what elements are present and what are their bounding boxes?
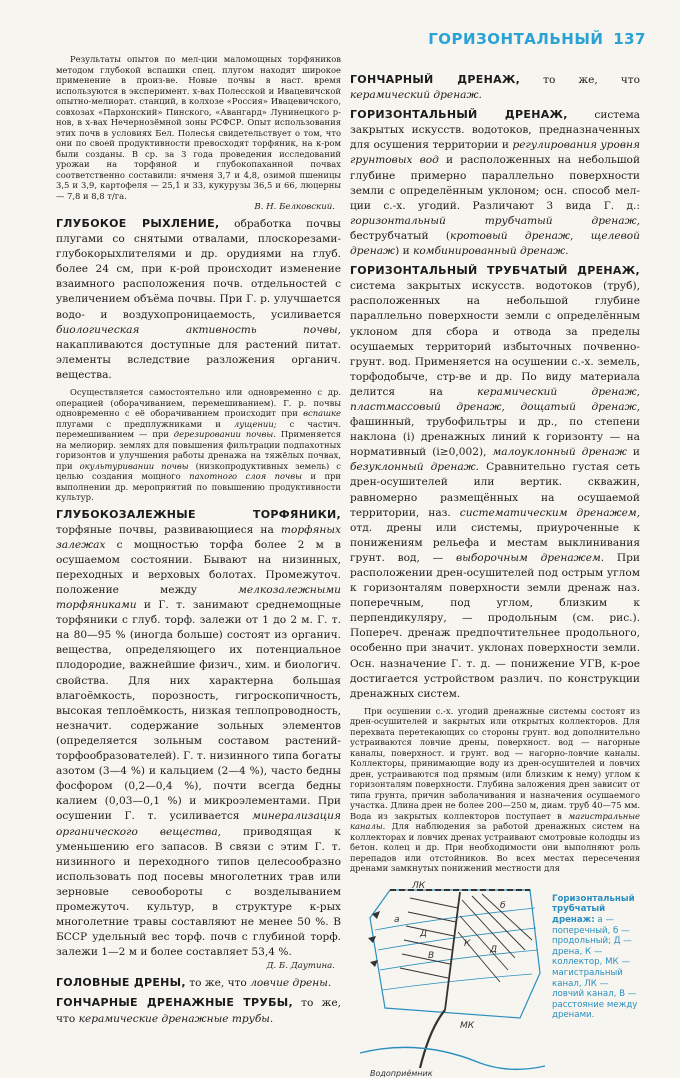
entry-term: ГОНЧАРНЫЙ ДРЕНАЖ,	[350, 73, 521, 86]
label-k: К	[464, 938, 471, 949]
entry-head-drains: ГОЛОВНЫЕ ДРЕНЫ, то же, что ловчие дрены.	[56, 976, 332, 990]
label-lk: ЛК	[412, 880, 426, 891]
entry-term: ГОРИЗОНТАЛЬНЫЙ ТРУБЧАТЫЙ ДРЕНАЖ,	[350, 264, 640, 278]
entry-term: ГЛУБОКОЕ РЫХЛЕНИЕ,	[56, 217, 220, 230]
label-b: б	[500, 900, 506, 911]
left-column	[56, 54, 341, 1031]
paragraph-drainage-systems: При осушении с.-х. угодий дренажные системы состоят из дрен-осушителей и закрытых или открытых коллекторов. Для перехвата перетекающих со стороны грунт. вод дополнительно устраиваются ловчие дрены, поверхност. вод — нагорные каналы, поверхност. и грунт. вод — нагорно-ловчие каналы. Коллекторы, принимающие воду из дрен-осушителей и ловчих дрен, устраиваются под прямым (или близким к нему) углом к горизонталям поверхности. Глубина заложения дрен зависит от типа грунта, причин заболачивания и назначения осушаемого участка. Длина дрен не более 200—250 м, диам. труб 40—75 мм. Вода из закрытых коллекторов поступает в магистральные каналы. Для наблюдения за работой дренажных систем на коллекторах и ловчих дренах устраивают смотровые колодцы из бетон. колец и др. При необходимости они выполняют роль перепадов или отстойников. Во всех местах пересечения дренами замкнутых понижений местности для	[350, 705, 640, 874]
label-d2: Д	[490, 944, 498, 955]
author-signature: Д. Б. Даутина.	[266, 961, 335, 972]
entry-deep-peatlands: ГЛУБОКОЗАЛЕЖНЫЕ ТОРФЯНИКИ, торфяные почвы, развивающиеся на торфяных залежах с мощностью торфа более 2 м в осушаемом состоянии. Бывают на низинных, переходных и верховых болотах. Промежуточ. положение между мелкозалежными торфяниками и Г. т. занимают среднемощные торфяники с глуб. торф. залежи от 1 до 2 м. Г. т. на 80—95 % (иногда больше) состоят из органич. вещества, определяющего их потенциальное плодородие, важнейшие физич., хим. и биологич. свойства. Для них характерна большая влагоёмкость, порозность, гигроскопичность, высокая теплоёмкость, низкая теплопроводность, незначит. содержание зольных элементов (определяется зольным составом растений-торфообразователей). Г. т. низинного типа богаты азотом (3—4 %) и кальцием (2—4 %), часто бедны фосфором (0,2—0,4 %), почти всегда бедны калием (0,03—0,1 %) и микроэлементами. При осушении Г. т. усиливается минерализация органического вещества, приводящая к уменьшению его запасов. В связи с этим Г. т. низинного и переходного типов целесообразно использовать под посевы многолетних трав или зерновые севообороты с возделыванием промежуточ. культур, в структуре к-рых многолетние травы составляют не менее 50 %. В БССР удельный вес торф. почв с глубиной торф. залежи 1—2 м и более составляет 53,4 %.	[56, 507, 341, 959]
page-number: 137	[613, 30, 646, 48]
label-v: В	[428, 950, 435, 961]
entry-horizontal-tube-drainage: ГОРИЗОНТАЛЬНЫЙ ТРУБЧАТЫЙ ДРЕНАЖ, система закрытых искусств. водотоков (труб), расположенных на небольшой глубине параллельно поверхности земли с определённым уклоном для сбора и отвода за пределы осушаемых территорий избыточных почвенно-грунт. вод. Применяется на осушении с.-х. земель, торфодобыче, стр-ве и др. По виду материала делится на керамический дренаж, пластмассовый дренаж, дощатый дренаж, фашинный, трубофильтры и др., по степени наклона (i) дренажных линий к горизонту — на нормативный (i≥0,002), малоуклонный дренаж и безуклонный дренаж. Сравнительно густая сеть дрен-осушителей или вертик. скважин, равномерно размещённых на осушаемой территории, наз. систематическим дренажем, отд. дрены или системы, приуроченные к понижениям рельефа и местам выклинивания грунт. вод, — выборочным дренажем. При расположении дрен-осушителей под острым углом к горизонталям поверхности земли дренаж наз. поперечным, под углом, близким к перпендикуляру, — продольным (см. рис.). Попереч. дренаж предпочтительнее продольного, особенно при значит. уклонах поверхности земли. Осн. назначение Г. т. д. — понижение УГВ, к-рое достигается устройством различ. по конструкции дренажных систем.	[350, 264, 640, 700]
running-header	[428, 30, 646, 48]
right-column	[350, 72, 640, 1078]
author-signature: В. Н. Белковский.	[254, 202, 335, 212]
label-d1: Д	[420, 928, 428, 939]
drainage-figure	[350, 878, 640, 1078]
contour-line	[380, 950, 538, 970]
entry-clay-drain-pipes: ГОНЧАРНЫЕ ДРЕНАЖНЫЕ ТРУБЫ, то же, что керамические дренажные трубы.	[56, 996, 341, 1025]
entry-deep-loosening: ГЛУБОКОЕ РЫХЛЕНИЕ, обработка почвы плугами со снятыми отвалами, плоскорезами-глубокорыхлителями и др. орудиями на глуб. более 24 см, при к-рой происходит изменение взаимного расположения почв. отдельностей с увеличением объёма почвы. При Г. р. улучшается водо- и воздухопроницаемость, усиливается биологическая активность почвы, накапливаются доступные для растений питат. элементы вследствие разложения органич. вещества.	[56, 217, 341, 381]
header-title: ГОРИЗОНТАЛЬНЫЙ	[428, 30, 604, 48]
label-a: а	[394, 914, 400, 925]
paragraph-loosening-detail: Осуществляется самостоятельно или одновременно с др. операцией (оборачиванием, перемешиванием). Г. р. почвы одновременно с её оборачиванием происходит при вспашке плугами с предплужниками и лущении; с частич. перемешиванием — при дерезировании почвы. Применяется на мелиорир. землях для повышения фильтрации подпахотных горизонтов и улучшения работы дренажа на тяжёлых почвах, при окультуривании почвы (низкопродуктивных земель) с целью создания мощного пахотного слоя почвы и при выполнении др. мероприятий по повышению продуктивности культур.	[56, 387, 341, 503]
collector-line	[445, 892, 460, 1010]
entry-term: ГЛУБОКОЗАЛЕЖНЫЕ ТОРФЯНИКИ,	[56, 507, 341, 521]
field-outline	[370, 890, 540, 1018]
paragraph-plough-results: Результаты опытов по мел-ции маломощных торфяников методом глубокой вспашки спец. плугом находят широкое применение в произ-ве. Новые почвы в наст. время используются в эксперимент. х-вах Полесской и Ивацевичской опытно-мелиорат. станций, в колхозе «Россия» Ивацевичского, совхозах «Пархонский» Пинского, «Авангард» Лунинецкого р-нов, в х-вах Нечернозёмной зоны РСФСР. Опыт использования этих почв в условиях Бел. Полесья свидетельствует о том, что они по своей продуктивности превосходят торфяник, на к-ром были созданы. В ср. за 3 года проведения исследований урожаи на торфяной и глубокопаханной почвах соответственно составили: ячменя 3,7 и 4,8, озимой пшеницы 3,5 и 3,9, картофеля — 25,1 и 33, кукурузы 36,5 и 66, люцерны — 7,8 и 8,8 т/га.	[56, 54, 341, 201]
entry-term: ГОЛОВНЫЕ ДРЕНЫ,	[56, 976, 186, 990]
main-canal	[420, 1010, 445, 1068]
longitudinal-drains	[458, 894, 532, 982]
entry-term: ГОРИЗОНТАЛЬНЫЙ ДРЕНАЖ,	[350, 108, 568, 122]
entry-term: ГОНЧАРНЫЕ ДРЕНАЖНЫЕ ТРУБЫ,	[56, 996, 293, 1010]
receiving-stream	[360, 1047, 545, 1069]
figure-caption	[552, 894, 638, 1021]
contour-line	[382, 974, 532, 990]
drainage-diagram	[350, 878, 550, 1078]
caption-title: Горизонтальный трубчатый дренаж:	[552, 893, 635, 926]
contour-line	[378, 928, 536, 950]
label-mk: МК	[460, 1020, 475, 1031]
transverse-drains	[400, 898, 458, 978]
label-stream: Водоприёмник	[370, 1068, 433, 1078]
entry-horizontal-drainage: ГОРИЗОНТАЛЬНЫЙ ДРЕНАЖ, система закрытых искусств. водотоков, предназначенных для осушения территории и регулирования уровня грунтовых вод и расположенных на небольшой глубине примерно параллельно поверхности земли с определённым уклоном; осн. способ мел-ции с.-х. угодий. Различают 3 вида Г. д.: горизонтальный трубчатый дренаж, беструбчатый (кротовый дренаж, щелевой дренаж) и комбинированный дренаж.	[350, 108, 641, 258]
entry-clay-drainage: ГОНЧАРНЫЙ ДРЕНАЖ, то же, что керамический дренаж.	[350, 73, 640, 102]
caption-text: а — поперечный, б — продольный; Д — дрена, К — коллектор, МК — магистральный канал, ЛК — ловчий канал, В — расстояние между дренами.	[552, 915, 638, 1021]
